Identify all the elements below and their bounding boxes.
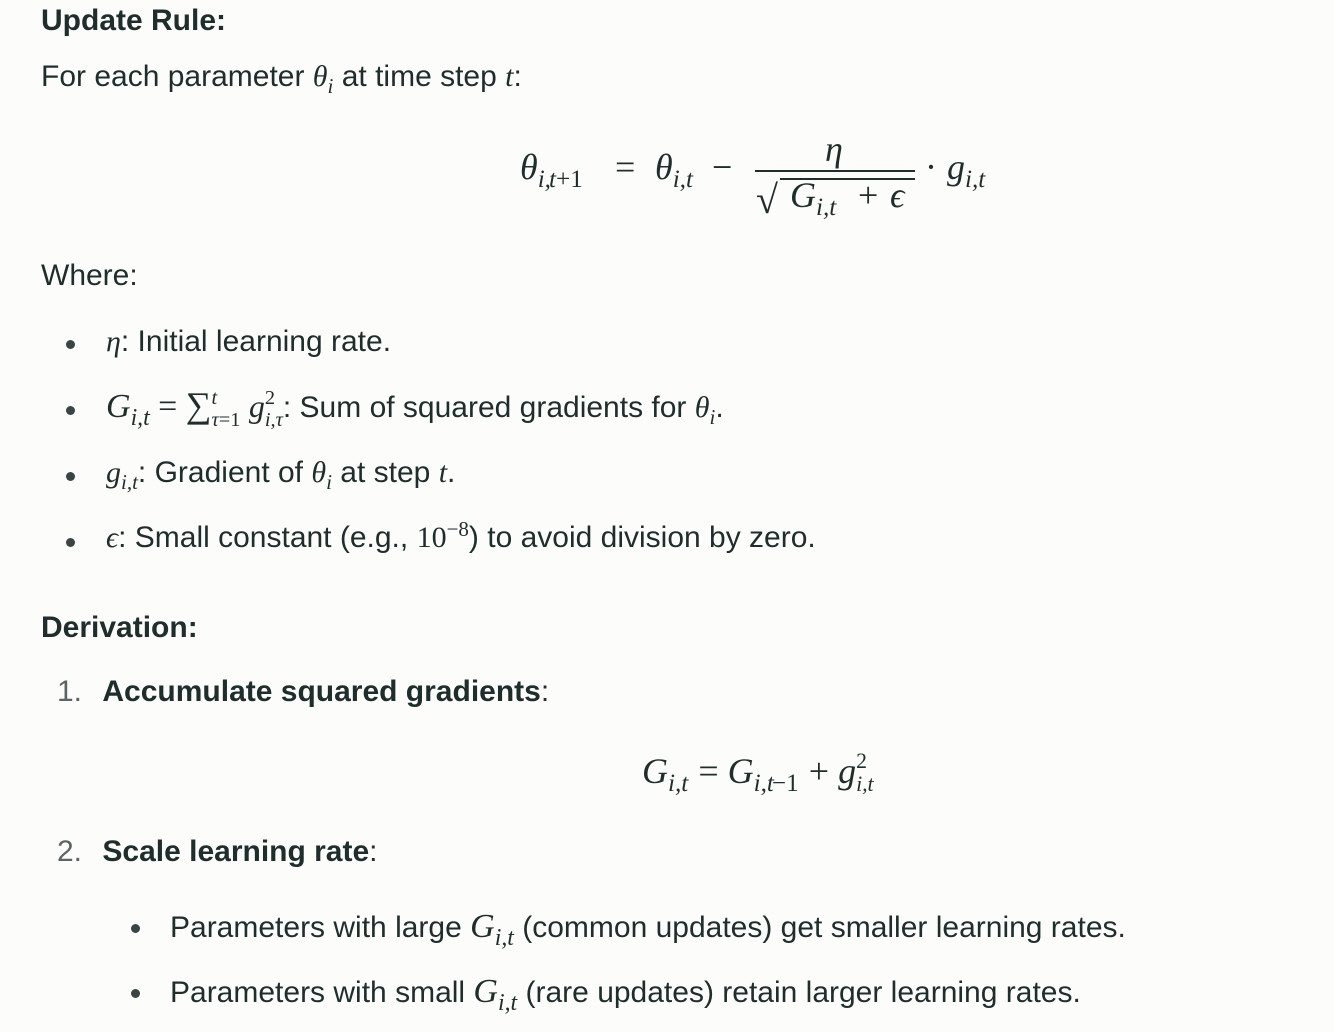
bullet xyxy=(66,340,75,349)
intro-prefix: For each parameter xyxy=(41,60,305,93)
derivation-step-2: 2. Scale learning rate: xyxy=(57,835,378,868)
bullet xyxy=(66,472,75,481)
where-item-epsilon: ϵ: Small constant (e.g., $10^{-8}$) to avoid division by zero. xyxy=(106,517,816,554)
sub-item-large: Parameters with large $G_{i,t}$ (common updates) get smaller learning rates. xyxy=(170,908,1126,951)
heading-where: Where: xyxy=(41,259,138,292)
accumulate-equation: $G_{i,t} = G_{i,t-1} + g$ 2 i,t xyxy=(642,748,874,798)
step-number: 2. xyxy=(57,835,83,868)
heading-update-rule: Update Rule: xyxy=(41,4,227,37)
heading-derivation: Derivation: xyxy=(41,611,198,644)
where-item-G: $G_{i,t}$ = ∑ t τ=1 g 2 i,τ : Sum of squared gradients for $\theta_i$. xyxy=(106,385,724,432)
bullet xyxy=(131,989,140,998)
intro-mid: at time step xyxy=(341,60,497,93)
step-title: Accumulate squared gradients xyxy=(102,675,541,708)
where-item-eta: η: Initial learning rate. xyxy=(106,325,392,358)
math-t: t xyxy=(505,60,514,93)
intro-suffix: : xyxy=(513,60,522,93)
where-item-g: $g_{i,t}$: Gradient of $\theta_i$ at step t. xyxy=(106,456,456,494)
step-number: 1. xyxy=(57,675,83,708)
bullet xyxy=(66,406,75,415)
step-title: Scale learning rate xyxy=(102,835,370,868)
derivation-step-1: 1. Accumulate squared gradients: xyxy=(57,675,550,708)
sub-item-small: Parameters with small $G_{i,t}$ (rare updates) retain larger learning rates. xyxy=(170,973,1081,1016)
intro-line xyxy=(41,60,522,98)
bullet xyxy=(131,924,140,933)
math-theta-i: $\theta_i$ xyxy=(312,60,334,98)
bullet xyxy=(66,538,75,547)
